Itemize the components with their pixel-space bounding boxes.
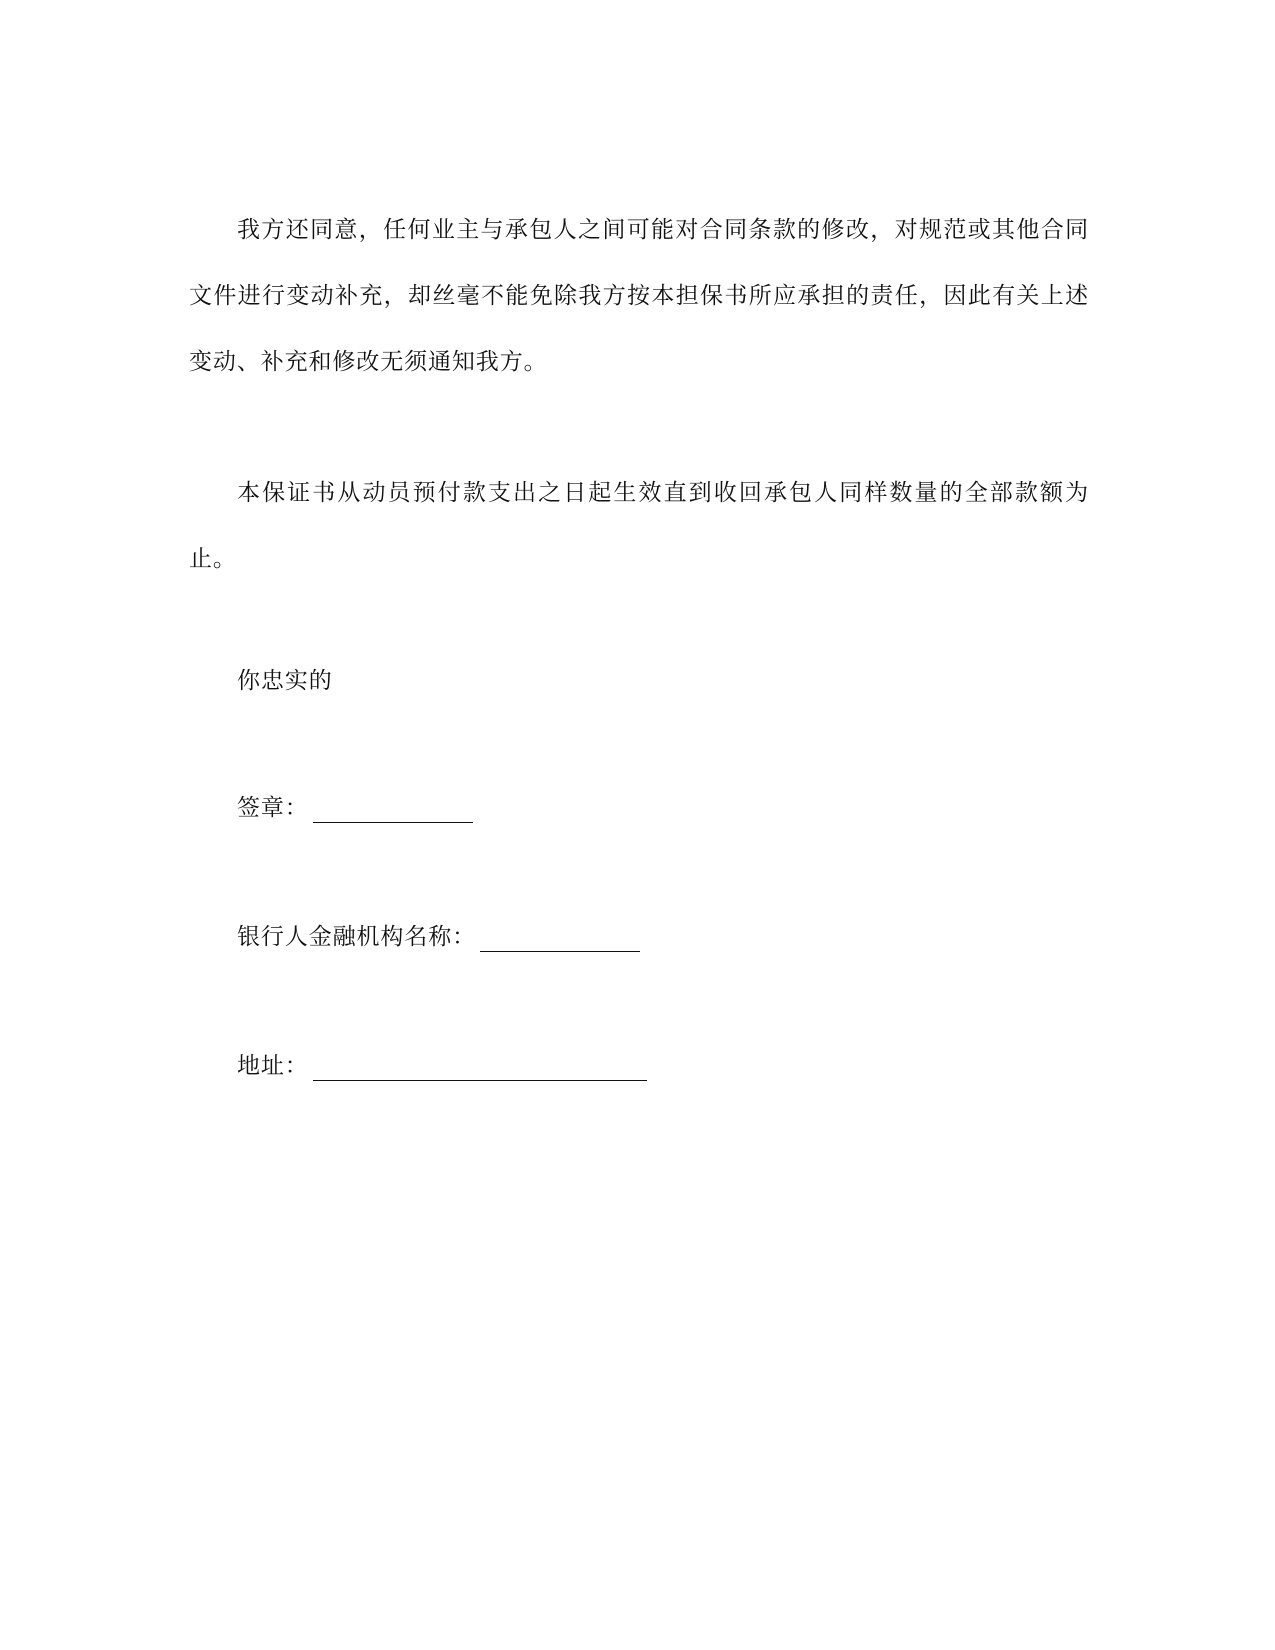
address-row [237,1051,647,1081]
address-label: 地址： [237,1053,309,1079]
address-blank-line [313,1054,647,1081]
paragraph-amendment-consent: 我方还同意，任何业主与承包人之间可能对合同条款的修改，对规范或其他合同文件进行变动补充，却丝毫不能免除我方按本担保书所应承担的责任，因此有关上述变动、补充和修改无须通知我方。 [189,217,1089,375]
paragraph-effective-period: 本保证书从动员预付款支出之日起生效直到收回承包人同样数量的全部款额为止。 [189,480,1089,572]
bank-name-blank-line [480,925,640,952]
signature-row [237,793,473,823]
signature-blank-line [313,796,473,823]
bank-name-row [237,922,640,952]
bank-name-label: 银行人金融机构名称： [237,924,476,950]
signature-label: 签章： [237,795,309,821]
closing-text: 你忠实的 [237,668,333,694]
closing-phrase [237,666,333,696]
